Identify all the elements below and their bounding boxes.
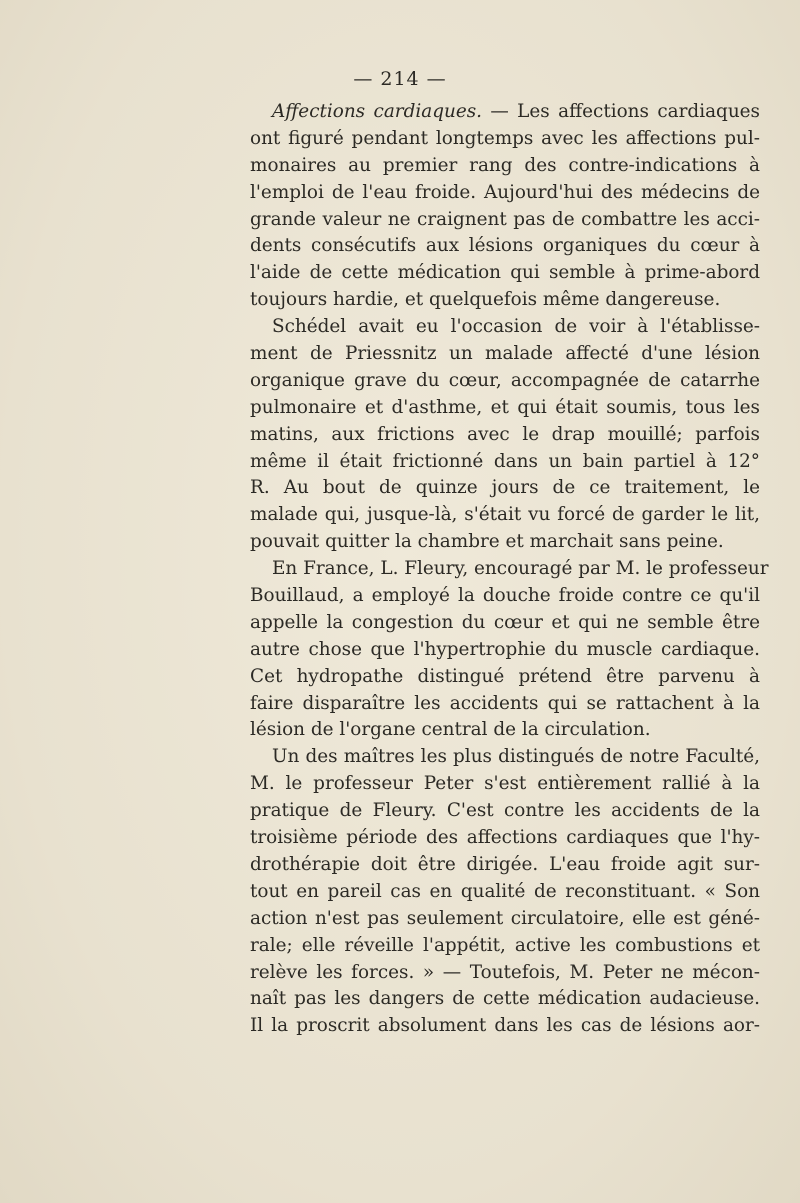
section-heading: Affections cardiaques.: [272, 101, 482, 122]
text-line: Il la proscrit absolument dans les cas de lésions aor-: [250, 1015, 760, 1037]
text-line: En France, L. Fleury, encouragé par M. le professeur: [272, 558, 769, 580]
text-line: drothérapie doit être dirigée. L'eau froide agit sur-: [250, 853, 760, 875]
paragraph-peter: [250, 744, 760, 1040]
text-line: grande valeur ne craignent pas de combattre les acci-: [250, 208, 760, 230]
text-line: relève les forces. » — Toutefois, M. Peter ne mécon-: [250, 961, 760, 983]
text-line: [250, 99, 760, 126]
text-line: dents consécutifs aux lésions organiques du cœur à: [250, 235, 760, 257]
text-line: Un des maîtres les plus distingués de notre Faculté,: [272, 746, 760, 768]
text-line: matins, aux frictions avec le drap mouillé; parfois: [250, 423, 760, 445]
text-line: action n'est pas seulement circulatoire, elle est géné-: [250, 907, 760, 929]
text-line: pulmonaire et d'asthme, et qui était soumis, tous les: [250, 396, 760, 418]
text-line: Schédel avait eu l'occasion de voir à l'établisse-: [272, 316, 760, 338]
text-line: Bouillaud, a employé la douche froide contre ce qu'il: [250, 585, 760, 607]
text-line: rale; elle réveille l'appétit, active les combustions et: [250, 934, 760, 956]
paragraph-schedel: [250, 314, 760, 556]
text-line: l'aide de cette médication qui semble à prime-abord: [250, 262, 760, 284]
text-line: ment de Priessnitz un malade affecté d'une lésion: [250, 343, 760, 365]
text-line: même il était frictionné dans un bain partiel à 12°: [250, 450, 760, 472]
text-line: organique grave du cœur, accompagnée de catarrhe: [250, 369, 760, 391]
text-line: ont figuré pendant longtemps avec les affections pul-: [250, 127, 760, 149]
text-line: naît pas les dangers de cette médication audacieuse.: [250, 988, 760, 1010]
text-line: monaires au premier rang des contre-indications à: [250, 154, 760, 176]
page-number: — 214 —: [353, 68, 447, 90]
text-line: appelle la congestion du cœur et qui ne semble être: [250, 611, 760, 633]
text-line: faire disparaître les accidents qui se rattachent à la: [250, 692, 760, 714]
text-line: troisième période des affections cardiaques que l'hy-: [250, 827, 760, 849]
text-line: l'emploi de l'eau froide. Aujourd'hui des médecins de: [250, 181, 760, 203]
text-line: R. Au bout de quinze jours de ce traitement, le: [250, 477, 760, 499]
text-run: — Les affections cardiaques: [481, 101, 760, 122]
text-line: tout en pareil cas en qualité de reconstituant. « Son: [250, 880, 760, 902]
text-line: Cet hydropathe distingué prétend être parvenu à: [250, 665, 760, 687]
paragraph-affections-cardiaques: [250, 99, 760, 314]
body-text: [250, 99, 769, 1040]
text-line: pratique de Fleury. C'est contre les accidents de la: [250, 800, 760, 822]
text-line: M. le professeur Peter s'est entièrement rallié à la: [250, 773, 760, 795]
text-line: toujours hardie, et quelquefois même dangereuse.: [250, 289, 721, 311]
text-line: autre chose que l'hypertrophie du muscle cardiaque.: [250, 638, 760, 660]
paragraph-fleury: [250, 556, 769, 744]
text-line: pouvait quitter la chambre et marchait sans peine.: [250, 531, 724, 553]
text-line: malade qui, jusque-là, s'était vu forcé de garder le lit,: [250, 504, 760, 526]
text-line: lésion de l'organe central de la circulation.: [250, 719, 651, 741]
